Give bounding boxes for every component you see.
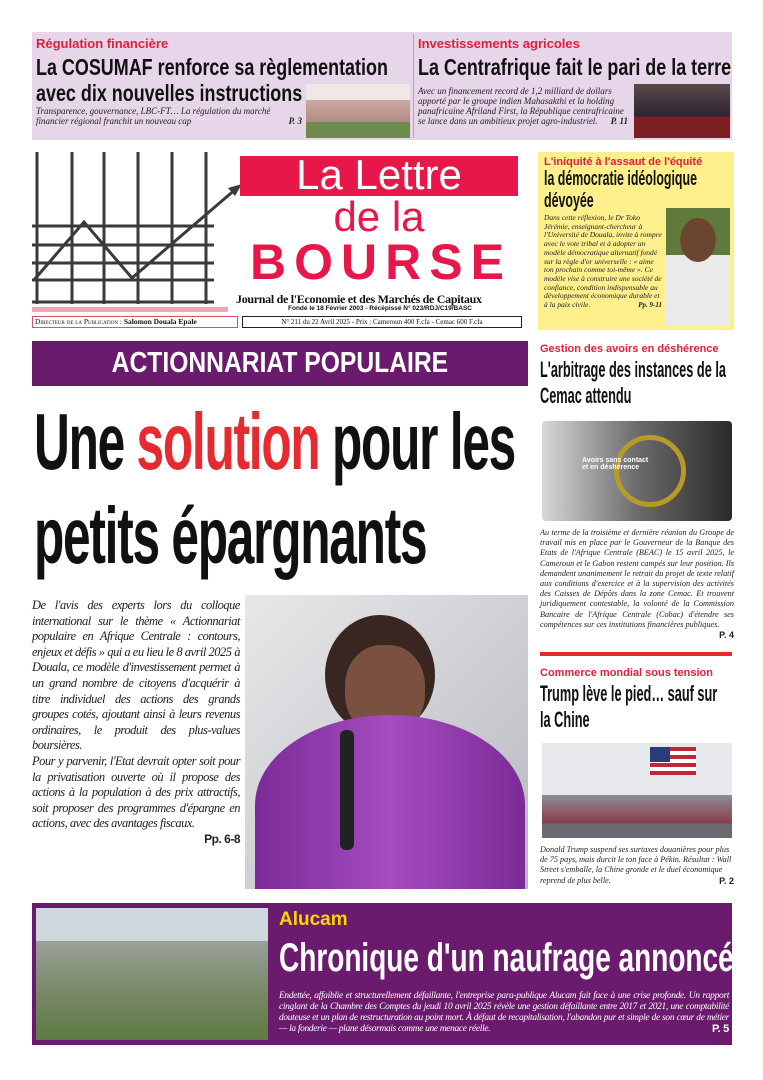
- article-trump[interactable]: [540, 667, 734, 886]
- lead-banner: [32, 341, 528, 386]
- page-ref: P. 2: [719, 875, 734, 886]
- director-box: [32, 316, 238, 328]
- image-caption: Avoirs sans contact et en déshérence: [582, 457, 649, 471]
- page-ref: P. 3: [288, 116, 302, 126]
- kicker: Gestion des avoirs en déshérence: [540, 343, 719, 355]
- masthead-subtitle: Journal de l'Economie et des Marchés de Capitaux: [236, 292, 482, 306]
- speaker-photo: [245, 595, 528, 889]
- article-avoirs[interactable]: [540, 343, 734, 641]
- port-flag-photo: [542, 743, 732, 838]
- issue-box: N° 211 du 22 Avril 2025 - Prix : Cameroun 400 F.cfa - Cemac 600 F.cfa: [242, 316, 522, 328]
- alucam-band[interactable]: [32, 903, 732, 1045]
- summary: Donald Trump suspend ses surtaxes douanières pour plus de 75 pays, mais durcit le ton face à Pékin. Résultat : Wall Street s'emballe, la Chine gronde et le duel économique reprend de plus belle.: [540, 845, 732, 885]
- masthead-title-l3: BOURSE: [250, 234, 512, 290]
- headline-line2: avec dix nouvelles instructions: [36, 80, 303, 106]
- headline: la démocratie idéologique dévoyée: [544, 168, 697, 212]
- summary: Transparence, gouvernance, LBC-FT… La régulation du marché financier régional franchit un nouveau cap: [36, 106, 271, 126]
- summary: Avec un financement record de 1,2 milliard de dollars apporté par le groupe indien Mahasakthi et la holding panafricaine Afriland First, la République centrafricaine se lance dans un ambitieux projet agro-industriel.: [418, 86, 624, 126]
- headline: La COSUMAF renforce sa règlementation: [36, 54, 388, 80]
- teaser-cosumaf[interactable]: [36, 36, 412, 136]
- headline-line2: petits épargnants: [34, 491, 427, 580]
- masthead-title-l2: de la: [333, 193, 425, 240]
- lead-para-2: Pour y parvenir, l'Etat devrait opter soit pour la privatisation ouverte où il propose des actions à la population à des prix attractifs, soit proposer des programmes d'épargne en actions, avec des avantages fiscaux.: [32, 753, 240, 831]
- page-ref: Pp. 9-11: [638, 301, 662, 310]
- headline-part: pour les: [319, 397, 516, 486]
- director-label: Directeur de la Publication :: [35, 317, 122, 326]
- headline: Trump lève le pied… sauf sur la Chine: [540, 681, 718, 732]
- summary: Au terme de la troisième et dernière réunion du Groupe de travail mis en place par le Gouverneur de la Banque des Etats de l'Afrique Centrale (BEAC) le 15 avril 2025, le Cameroun et le Gabon restent campés sur leur position. Ils demandent unanimement le retrait du projet de texte relatif aux conditions d'exercice et à la supervision des activités des Caisses de Dépôts dans la zone Cemac. Et trouvent juridiquement contestable, la volonté de la Commission Bancaire de l'Afrique Centrale (Cobac) d'étendre ses compétences sur ces institutions financières publiques.: [540, 528, 734, 629]
- page-ref: Pp. 6-8: [204, 831, 240, 846]
- masthead-founded: Fondé le 18 Février 2003 - Récépissé N° 023/RDJ/C19/BASC: [288, 305, 472, 312]
- signing-ceremony-photo: [634, 84, 730, 138]
- lead-banner-text: ACTIONNARIAT POPULAIRE: [111, 347, 449, 379]
- kicker: Régulation financière: [36, 36, 169, 51]
- summary: Dans cette réflexion, le Dr Toko Jérémie, enseignant-chercheur à l'Université de Douala, invite à rompre avec le vote tribal et à adopter un modèle démocratique alternatif fondé sur la règle d'or universelle : « aime ton prochain comme toi-même ». Ce modèle vise à construire une société de confiance, condition indispensable au développement économique durable et à la paix civile.: [544, 213, 662, 310]
- teaser-centrafrique[interactable]: [418, 36, 730, 136]
- headline-part: Une: [34, 397, 137, 486]
- cosumaf-building-photo: [306, 84, 410, 138]
- page-ref: P. 4: [719, 630, 734, 641]
- lead-headline[interactable]: [34, 395, 534, 583]
- kicker: Commerce mondial sous tension: [540, 667, 713, 679]
- red-divider: [540, 652, 732, 656]
- director-name: Salomon Douala Epale: [123, 317, 197, 326]
- contactless-payment-photo: [542, 421, 732, 521]
- headline: La Centrafrique fait le pari de la terre: [418, 54, 732, 80]
- headline: Chronique d'un naufrage annoncé: [279, 936, 734, 980]
- alucam-plant-photo: [36, 908, 268, 1040]
- author-portrait-photo: [666, 208, 730, 326]
- page-ref: P. 11: [610, 116, 628, 126]
- headline: L'arbitrage des instances de la Cemac attendu: [540, 357, 726, 408]
- kicker: Alucam: [279, 909, 348, 930]
- lead-para-1: De l'avis des experts lors du colloque international sur le thème « Actionnariat populaire en Afrique Centrale : contours, enjeux et défis » qui a eu lieu le 8 avril 2025 à Douala, ce modèle d'investissement permet à un grand nombre de citoyens d'acquérir à titre individuel des actions des grands groupes cotés, ajoutant ainsi à leurs revenus ordinaires, le produit des plus-values boursières.: [32, 598, 240, 753]
- top-teaser-divider: [413, 34, 414, 138]
- opinion-box[interactable]: [538, 152, 734, 330]
- page-ref: P. 5: [712, 1023, 729, 1035]
- headline-highlight: solution: [136, 397, 320, 486]
- masthead-title-l1: La Lettre: [296, 151, 462, 198]
- summary: Endettée, affaiblie et structurellement défaillante, l'entreprise para-publique Alucam fait face à une crise profonde. Un rapport cinglant de la Chambre des Comptes du jeudi 10 avril 2025 révèle une gestion défaillante entre 2017 et 2021, une comptabilité douteuse et un plan de restructuration au point mort. À défaut de recapitalisation, l'abandon pur et simple de son cœur de métier — la fonderie — plane désormais comme une menace réelle.: [279, 991, 729, 1034]
- lead-body: [32, 598, 240, 848]
- kicker: Investissements agricoles: [418, 36, 580, 51]
- kicker: L'iniquité à l'assaut de l'équité: [544, 156, 703, 168]
